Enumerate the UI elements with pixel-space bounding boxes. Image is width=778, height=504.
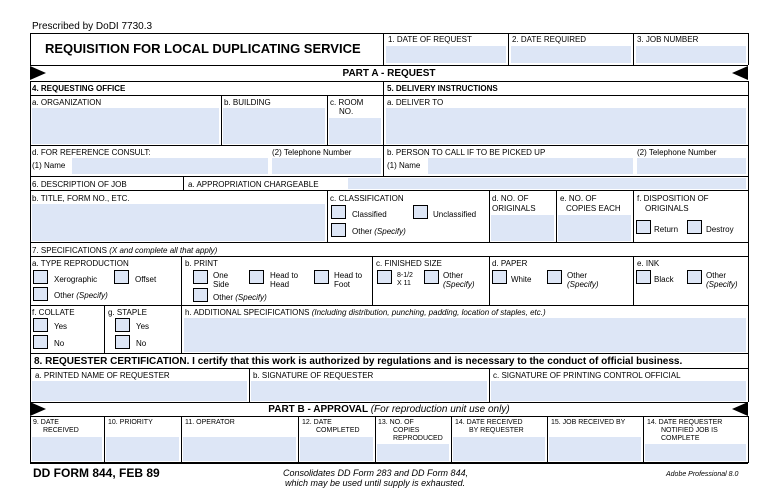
collate-yes-label: Yes <box>54 322 68 331</box>
collate-no-label: No <box>54 339 65 348</box>
consolidates-line-1: Consolidates DD Form 283 and DD Form 844, <box>283 468 469 478</box>
requester-signature-field[interactable] <box>251 381 487 401</box>
offset-label: Offset <box>135 275 157 284</box>
part-a-bar <box>30 66 748 80</box>
pickup-name-field[interactable] <box>428 158 633 174</box>
building-label: b. BUILDING <box>224 98 271 107</box>
staple-yes-checkbox[interactable] <box>115 318 130 332</box>
part-b-bar <box>30 402 748 416</box>
requester-notified-label-2: NOTIFIED JOB IS <box>661 427 718 434</box>
date-received-label-1: 9. DATE <box>33 419 59 426</box>
part-b-note: (For reproduction unit use only) <box>370 404 510 415</box>
date-completed-field[interactable] <box>300 437 373 461</box>
copies-reproduced-label-1: 13. NO. OF <box>378 419 414 426</box>
ink-label: e. INK <box>637 259 660 268</box>
ref-phone-label: (2) Telephone Number <box>272 148 352 157</box>
requesting-office-title: 4. REQUESTING OFFICE <box>32 84 126 93</box>
return-checkbox[interactable] <box>636 220 651 234</box>
ink-other-label-1: Other <box>706 271 727 280</box>
ink-black-checkbox[interactable] <box>636 270 651 284</box>
requester-notified-label-3: COMPLETE <box>661 435 700 442</box>
form-title: REQUISITION FOR LOCAL DUPLICATING SERVICE <box>45 41 361 56</box>
arrow-left-icon <box>732 66 748 80</box>
disposition-label-2: ORIGINALS <box>645 204 689 213</box>
ink-other-label-2: (Specify) <box>706 280 738 289</box>
classification-label: c. CLASSIFICATION <box>330 194 404 203</box>
additional-specs-text: h. ADDITIONAL SPECIFICATIONS <box>185 308 310 317</box>
operator-field[interactable] <box>183 437 296 461</box>
disposition-label-1: f. DISPOSITION OF <box>637 194 709 203</box>
job-received-by-field[interactable] <box>549 437 641 461</box>
paper-other-checkbox[interactable] <box>547 270 562 284</box>
paper-white-checkbox[interactable] <box>492 270 507 284</box>
size-letter-label-2: X 11 <box>397 280 411 287</box>
size-other-checkbox[interactable] <box>424 270 439 284</box>
paper-white-label: White <box>511 275 532 284</box>
head-to-foot-label-1: Head to <box>334 271 363 280</box>
destroy-label: Destroy <box>706 225 734 234</box>
print-other-text: Other <box>213 293 234 302</box>
head-to-head-label-2: Head <box>270 280 290 289</box>
date-completed-label-2: COMPLETED <box>316 427 360 434</box>
size-other-label-2: (Specify) <box>443 280 475 289</box>
head-to-head-checkbox[interactable] <box>249 270 264 284</box>
type-reproduction-label: a. TYPE REPRODUCTION <box>32 259 129 268</box>
printed-name-field[interactable] <box>32 381 247 401</box>
specifications-note: (X and complete all that apply) <box>109 246 218 255</box>
ink-black-label: Black <box>654 275 674 284</box>
reference-consult-label: d. FOR REFERENCE CONSULT: <box>32 148 151 157</box>
description-of-job-title: 6. DESCRIPTION OF JOB <box>32 180 127 189</box>
ref-phone-field[interactable] <box>272 158 381 174</box>
control-official-signature-field[interactable] <box>491 381 746 401</box>
copies-reproduced-field[interactable] <box>377 444 449 461</box>
collate-yes-checkbox[interactable] <box>33 318 48 332</box>
head-to-foot-checkbox[interactable] <box>314 270 329 284</box>
head-to-head-label-1: Head to <box>270 271 299 280</box>
person-to-call-label: b. PERSON TO CALL IF TO BE PICKED UP <box>387 148 546 157</box>
date-of-request-label: 1. DATE OF REQUEST <box>388 35 472 44</box>
job-number-field[interactable] <box>636 46 746 63</box>
collate-label: f. COLLATE <box>32 308 75 317</box>
date-received-label-2: RECEIVED <box>43 427 79 434</box>
collate-no-checkbox[interactable] <box>33 335 48 349</box>
appropriation-field[interactable] <box>348 178 746 189</box>
adobe-version: Adobe Professional 8.0 <box>666 471 739 478</box>
reproduction-other-text: Other <box>54 291 75 300</box>
no-of-originals-label-2: ORIGINALS <box>492 204 536 213</box>
size-other-label-1: Other <box>443 271 464 280</box>
return-label: Return <box>654 225 679 234</box>
control-official-signature-label: c. SIGNATURE OF PRINTING CONTROL OFFICIAL <box>493 371 681 380</box>
room-label-2: NO. <box>339 107 354 116</box>
requester-signature-label: b. SIGNATURE OF REQUESTER <box>253 371 374 380</box>
additional-specs-label <box>185 308 546 317</box>
pickup-phone-field[interactable] <box>637 158 746 174</box>
priority-field[interactable] <box>106 437 179 461</box>
size-letter-label-1: 8-1/2 <box>397 272 413 279</box>
prescribed-by: Prescribed by DoDI 7730.3 <box>32 21 153 32</box>
deliver-to-field[interactable] <box>386 108 746 144</box>
staple-no-checkbox[interactable] <box>115 335 130 349</box>
requester-certification <box>34 356 682 367</box>
reproduction-other-specify: (Specify) <box>76 291 108 300</box>
part-a-title: PART A - REQUEST <box>342 68 436 79</box>
xerographic-checkbox[interactable] <box>33 270 48 284</box>
classification-other-text: Other <box>352 227 373 236</box>
delivery-instructions-title: 5. DELIVERY INSTRUCTIONS <box>387 84 498 93</box>
form-number: DD FORM 844, FEB 89 <box>33 466 160 480</box>
specifications-title <box>32 246 217 255</box>
arrow-left-icon <box>732 402 748 416</box>
ref-name-field[interactable] <box>72 158 268 174</box>
additional-specs-note: (Including distribution, punching, padding, location of staples, etc.) <box>311 308 546 317</box>
additional-specs-field[interactable] <box>184 318 746 352</box>
head-to-foot-label-2: Foot <box>334 280 351 289</box>
requester-certification-text: I certify that this work is authorized by regulations and is necessary to the conduct of official business. <box>192 356 683 367</box>
date-received-requester-label-2: BY REQUESTER <box>469 427 524 434</box>
copies-reproduced-label-3: REPRODUCED <box>393 435 443 442</box>
copies-each-label-2: COPIES EACH <box>566 204 621 213</box>
appropriation-label: a. APPROPRIATION CHARGEABLE <box>188 180 319 189</box>
no-of-originals-field[interactable] <box>491 215 554 241</box>
title-form-label: b. TITLE, FORM NO., ETC. <box>32 194 130 203</box>
room-field[interactable] <box>329 118 381 144</box>
print-other-checkbox[interactable] <box>193 288 208 302</box>
classification-other-checkbox[interactable] <box>331 223 346 237</box>
building-field[interactable] <box>223 108 325 144</box>
staple-label: g. STAPLE <box>108 308 147 317</box>
classification-other-label <box>352 227 406 236</box>
date-received-field[interactable] <box>32 437 102 461</box>
date-completed-label-1: 12. DATE <box>302 419 332 426</box>
operator-label: 11. OPERATOR <box>185 419 235 426</box>
paper-label: d. PAPER <box>492 259 528 268</box>
priority-label: 10. PRIORITY <box>108 419 153 426</box>
room-label-1: c. ROOM <box>330 98 364 107</box>
organization-field[interactable] <box>32 108 219 144</box>
no-of-originals-label-1: d. NO. OF <box>492 194 529 203</box>
part-b-label: PART B - APPROVAL <box>268 404 368 415</box>
date-received-requester-label-1: 14. DATE RECEIVED <box>455 419 523 426</box>
consolidates-line-2: which may be used until supply is exhausted. <box>285 478 466 488</box>
copies-reproduced-label-2: COPIES <box>393 427 420 434</box>
paper-other-label-2: (Specify) <box>567 280 599 289</box>
job-received-by-label: 15. JOB RECEIVED BY <box>551 419 626 426</box>
job-number-label: 3. JOB NUMBER <box>637 35 699 44</box>
one-side-label-1: One <box>213 271 229 280</box>
requester-notified-field[interactable] <box>645 444 746 461</box>
printed-name-label: a. PRINTED NAME OF REQUESTER <box>35 371 170 380</box>
copies-each-label-1: e. NO. OF <box>560 194 597 203</box>
deliver-to-label: a. DELIVER TO <box>387 98 444 107</box>
size-letter-checkbox[interactable] <box>377 270 392 284</box>
ref-name-label: (1) Name <box>32 161 66 170</box>
date-required-field[interactable] <box>511 46 631 63</box>
part-b-title <box>30 404 748 415</box>
reproduction-other-checkbox[interactable] <box>33 287 48 301</box>
unclassified-label: Unclassified <box>433 210 477 219</box>
organization-label: a. ORGANIZATION <box>32 98 102 107</box>
date-of-request-field[interactable] <box>386 46 506 63</box>
requester-certification-title: 8. REQUESTER CERTIFICATION. <box>34 356 190 367</box>
paper-other-label-1: Other <box>567 271 588 280</box>
unclassified-checkbox[interactable] <box>413 205 428 219</box>
one-side-label-2: Side <box>213 280 230 289</box>
print-other-label <box>213 293 267 302</box>
pickup-phone-label: (2) Telephone Number <box>637 148 717 157</box>
classified-checkbox[interactable] <box>331 205 346 219</box>
staple-yes-label: Yes <box>136 322 150 331</box>
classified-label: Classified <box>352 210 387 219</box>
date-required-label: 2. DATE REQUIRED <box>512 35 587 44</box>
classification-other-specify: (Specify) <box>374 227 406 236</box>
offset-checkbox[interactable] <box>114 270 129 284</box>
copies-each-field[interactable] <box>558 215 631 241</box>
title-form-field[interactable] <box>32 204 325 241</box>
xerographic-label: Xerographic <box>54 275 98 284</box>
finished-size-label: c. FINISHED SIZE <box>376 259 442 268</box>
print-other-specify: (Specify) <box>235 293 267 302</box>
reproduction-other-label <box>54 291 108 300</box>
requester-notified-label-1: 14. DATE REQUESTER <box>647 419 723 426</box>
staple-no-label: No <box>136 339 147 348</box>
specifications-text: 7. SPECIFICATIONS <box>32 246 107 255</box>
ink-other-checkbox[interactable] <box>687 270 702 284</box>
print-label: b. PRINT <box>185 259 218 268</box>
pickup-name-label: (1) Name <box>387 161 421 170</box>
destroy-checkbox[interactable] <box>687 220 702 234</box>
date-received-requester-field[interactable] <box>453 437 545 461</box>
one-side-checkbox[interactable] <box>193 270 208 284</box>
